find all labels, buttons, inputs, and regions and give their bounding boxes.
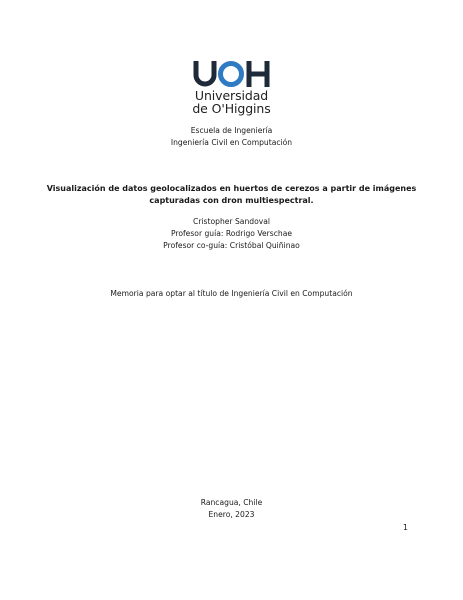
university-name-line2: de O'Higgins <box>192 101 271 116</box>
location: Rancagua, Chile <box>200 498 263 507</box>
page-number: 1 <box>402 523 408 532</box>
date: Enero, 2023 <box>208 510 255 519</box>
coadvisor-name: Profesor co-guía: Cristóbal Quiñinao <box>163 241 300 250</box>
uoh-logo <box>190 58 274 88</box>
program-name: Ingeniería Civil en Computación <box>170 138 293 147</box>
university-name-line1: Universidad <box>194 88 269 103</box>
thesis-title: Visualización de datos geolocalizados en huertos de cerezos a partir de imágenes capturadas con dron multiespectral. <box>46 184 417 205</box>
author-name: Cristopher Sandoval <box>193 217 270 226</box>
degree-purpose: Memoria para optar al título de Ingeniería Civil en Computación <box>110 289 353 298</box>
school-name: Escuela de Ingeniería <box>190 126 273 135</box>
advisor-name: Profesor guía: Rodrigo Verschae <box>170 229 293 238</box>
